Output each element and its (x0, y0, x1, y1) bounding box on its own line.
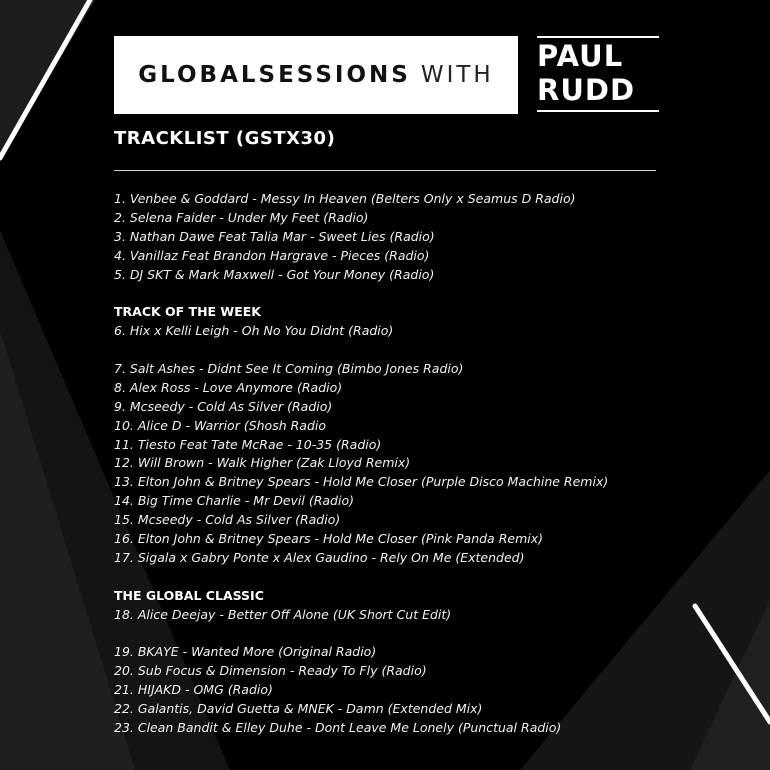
track-item: 9. Mcseedy - Cold As Silver (Radio) (114, 398, 333, 414)
track-item: 23. Clean Bandit & Elley Duhe - Dont Leave Me Lonely (Punctual Radio) (114, 719, 562, 735)
track-item: 2. Selena Faider - Under My Feet (Radio) (114, 209, 369, 225)
track-item: 19. BKAYE - Wanted More (Original Radio) (114, 644, 377, 660)
brand-name: GLOBALSESSIONS (138, 62, 411, 88)
track-item: 15. Mcseedy - Cold As Silver (Radio) (114, 512, 341, 528)
track-item: 8. Alex Ross - Love Anymore (Radio) (114, 379, 343, 395)
track-item: 16. Elton John & Britney Spears - Hold Me Closer (Pink Panda Remix) (114, 531, 543, 547)
track-item: 12. Will Brown - Walk Higher (Zak Lloyd Remix) (114, 455, 411, 471)
track-item: 3. Nathan Dawe Feat Talia Mar - Sweet Lies (Radio) (114, 228, 435, 244)
track-item: 6. Hix x Kelli Leigh - Oh No You Didnt (Radio) (114, 323, 394, 339)
host-first-name: PAUL (537, 39, 624, 73)
divider (114, 170, 656, 171)
show-logo (114, 36, 518, 114)
track-item: 5. DJ SKT & Mark Maxwell - Got Your Money (Radio) (114, 266, 435, 282)
track-item: 1. Venbee & Goddard - Messy In Heaven (Belters Only x Seamus D Radio) (114, 191, 576, 206)
track-item: 7. Salt Ashes - Didnt See It Coming (Bimbo Jones Radio) (114, 361, 464, 377)
track-item: 14. Big Time Charlie - Mr Devil (Radio) (114, 493, 354, 509)
host-last-name: RUDD (537, 73, 636, 107)
tracklist-title: TRACKLIST (GSTX30) (114, 128, 336, 149)
track-item: 22. Galantis, David Guetta & MNEK - Damn (Extended Mix) (114, 701, 483, 717)
host-top-rule (537, 36, 659, 38)
track-item: 17. Sigala x Gabry Ponte x Alex Gaudino - Rely On Me (Extended) (114, 549, 525, 565)
host-name-block (537, 36, 659, 114)
track-item: 11. Tiesto Feat Tate McRae - 10-35 (Radio) (114, 436, 382, 452)
host-bottom-rule (537, 110, 659, 112)
track-item: 20. Sub Focus & Dimension - Ready To Fly (Radio) (114, 663, 427, 679)
track-item: 13. Elton John & Britney Spears - Hold Me Closer (Purple Disco Machine Remix) (114, 474, 609, 490)
tracklist (114, 190, 714, 738)
section-heading-global-classic: THE GLOBAL CLASSIC (114, 587, 264, 603)
track-item: 4. Vanillaz Feat Brandon Hargrave - Pieces (Radio) (114, 247, 430, 263)
brand-with: WITH (420, 62, 494, 88)
track-item: 18. Alice Deejay - Better Off Alone (UK Short Cut Edit) (114, 606, 452, 622)
track-item: 10. Alice D - Warrior (Shosh Radio (114, 417, 327, 433)
track-item: 21. HIJAKD - OMG (Radio) (114, 682, 273, 698)
section-heading-track-of-week: TRACK OF THE WEEK (114, 304, 261, 320)
